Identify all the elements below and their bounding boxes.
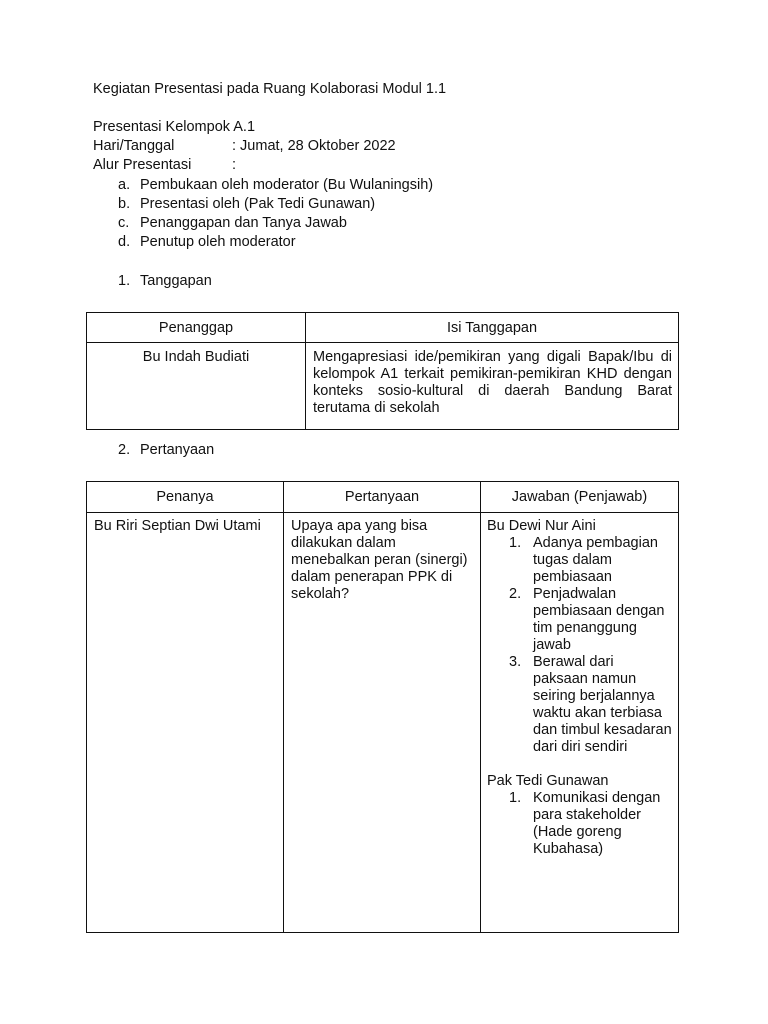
table-header-row: [87, 313, 679, 343]
section-pertanyaan: [118, 441, 214, 460]
flow-label: Alur Presentasi: [93, 157, 192, 173]
section-marker: 2.: [118, 442, 131, 458]
date-row: [93, 137, 396, 156]
section-tanggapan: [118, 272, 212, 291]
section-title: Tanggapan: [140, 273, 212, 289]
column-header: Penanggap: [87, 313, 306, 343]
answer-text: Komunikasi dengan para stakeholder (Hade goreng Kubahasa): [533, 790, 661, 857]
answer-text: Adanya pembagian tugas dalam pembiasaan: [533, 535, 658, 585]
asker-cell: [87, 513, 284, 933]
date-value: : Jumat, 28 Oktober 2022: [232, 138, 396, 154]
column-header: Jawaban (Penjawab): [481, 482, 679, 513]
answer-list: [487, 535, 672, 756]
answerer-name: Bu Dewi Nur Aini: [487, 518, 596, 534]
answer-text: Berawal dari paksaan namun seiring berjalannya waktu akan terbiasa dan timbul kesadaran dari diri sendiri: [533, 654, 672, 755]
flow-colon: :: [232, 157, 237, 173]
flow-item-text: Pembukaan oleh moderator (Bu Wulaningsih): [140, 177, 434, 193]
question-table: [86, 481, 679, 933]
column-header: Isi Tanggapan: [306, 313, 679, 343]
answer-number: 1.: [509, 535, 522, 551]
answer-item: [509, 790, 672, 858]
flow-item: [118, 233, 296, 252]
flow-item-marker: b.: [118, 196, 131, 212]
response-table: [86, 312, 679, 430]
table-row: [87, 343, 679, 430]
answer-number: 3.: [509, 654, 522, 670]
response-cell: [306, 343, 679, 430]
flow-item-marker: c.: [118, 215, 130, 231]
responder-cell: [87, 343, 306, 430]
group-heading: Presentasi Kelompok A.1: [93, 119, 256, 135]
asker-name: Bu Riri Septian Dwi Utami: [94, 518, 261, 534]
flow-item-text: Presentasi oleh (Pak Tedi Gunawan): [140, 196, 376, 212]
column-header: Pertanyaan: [284, 482, 481, 513]
document-title: Kegiatan Presentasi pada Ruang Kolaborasi Modul 1.1: [93, 81, 447, 97]
answer-item: [509, 535, 672, 586]
section-marker: 1.: [118, 273, 131, 289]
table-header-row: [87, 482, 679, 513]
flow-item: [118, 176, 433, 195]
answer-number: 2.: [509, 586, 522, 602]
spacer: [487, 756, 672, 773]
question-text: Upaya apa yang bisa dilakukan dalam menebalkan peran (sinergi) dalam penerapan PPK di sekolah?: [291, 518, 468, 602]
column-header: Penanya: [87, 482, 284, 513]
answer-item: [509, 654, 672, 756]
answer-number: 1.: [509, 790, 522, 806]
responder-name: Bu Indah Budiati: [142, 349, 250, 365]
answer-cell: [481, 513, 679, 933]
section-title: Pertanyaan: [140, 442, 215, 458]
answer-list: [487, 790, 672, 858]
flow-item: [118, 195, 375, 214]
answer-text: Penjadwalan pembiasaan dengan tim penanggung jawab: [533, 586, 665, 653]
response-text: Mengapresiasi ide/pemikiran yang digali Bapak/Ibu di kelompok A1 terkait pemikiran-pemikiran KHD dengan konteks sosio-kultural di daerah Bandung Barat terutama di sekolah: [313, 349, 672, 416]
question-cell: [284, 513, 481, 933]
answerer-name: Pak Tedi Gunawan: [487, 773, 609, 789]
flow-item-marker: d.: [118, 234, 131, 250]
flow-item: [118, 214, 347, 233]
table-row: [87, 513, 679, 933]
answer-item: [509, 586, 672, 654]
flow-item-marker: a.: [118, 177, 131, 193]
flow-item-text: Penutup oleh moderator: [140, 234, 296, 250]
flow-row: [93, 156, 236, 175]
flow-item-text: Penanggapan dan Tanya Jawab: [140, 215, 347, 231]
date-label: Hari/Tanggal: [93, 138, 175, 154]
